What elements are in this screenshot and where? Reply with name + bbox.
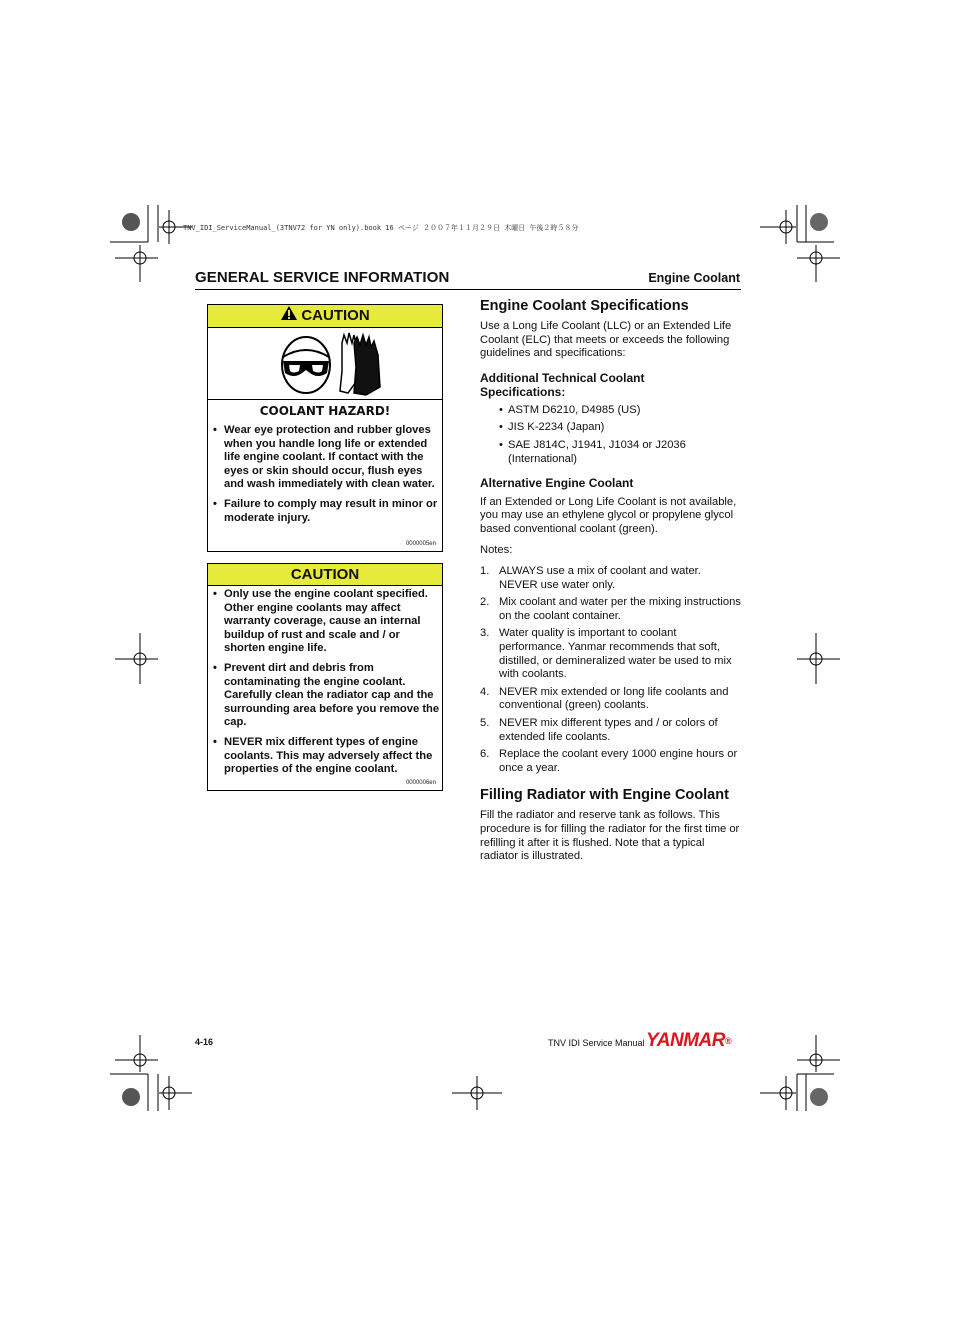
caution-header	[208, 305, 442, 328]
warning-triangle-icon	[280, 305, 298, 327]
caution-label: CAUTION	[290, 566, 360, 583]
additional-specs-title: Additional Technical Coolant Specifications:	[480, 370, 645, 400]
manual-title: TNV IDI Service Manual	[548, 1038, 645, 1048]
notes-label: Notes:	[480, 544, 513, 557]
alt-coolant-text: If an Extended or Long Life Coolant is not available, you may use an ethylene glycol or propylene glycol based conventional coolant (green).	[480, 495, 737, 535]
list-item: • JIS K-2234 (Japan)	[480, 421, 742, 435]
ppe-illustration	[208, 328, 442, 400]
rubber-gloves-icon	[336, 331, 384, 397]
specs-intro: Use a Long Life Coolant (LLC) or an Extended Life Coolant (ELC) that meets or exceeds the following guidelines and specifications:	[480, 320, 732, 360]
bullet-item: • Prevent dirt and debris from contaminating the engine coolant. Carefully clean the radiator cap and the surrounding area before you remove the cap.	[208, 662, 442, 730]
bullet-item: • Failure to comply may result in minor or moderate injury.	[208, 498, 442, 525]
caution2-code: 0000006en	[405, 780, 436, 786]
list-item: • SAE J814C, J1941, J1034 or J2036 (International)	[480, 439, 742, 466]
caution1-code: 0000005en	[405, 541, 436, 547]
hazard-title: COOLANT HAZARD!	[259, 404, 391, 418]
list-item: 1. ALWAYS use a mix of coolant and water. NEVER use water only.	[480, 565, 701, 591]
bullet-item: • Only use the engine coolant specified. Other engine coolants may affect warranty coverage, cause an internal buildup of rust and scale and / or shorten engine life.	[208, 588, 442, 656]
bullet-item: • Wear eye protection and rubber gloves when you handle long life or extended life engine coolant. If contact with the eyes or skin should occur, flush eyes and wash immediately with clean water.	[208, 424, 442, 492]
header-rule	[195, 289, 741, 290]
list-item: 2. Mix coolant and water per the mixing instructions on the coolant container.	[480, 596, 741, 622]
goggles-icon	[280, 335, 332, 395]
page-number: 4-16	[195, 1037, 214, 1047]
caution-label: CAUTION	[301, 307, 370, 324]
filling-title: Filling Radiator with Engine Coolant	[480, 787, 729, 804]
print-info-line: TNV_IDI_ServiceManual_(3TNV72 for YN only).book 16 ページ ２００７年１１月２９日 木曜日 午後２時５８分	[183, 224, 579, 232]
list-item: 3. Water quality is important to coolant performance. Yanmar recommends that soft, distilled, or demineralized water be used to mix with coolants.	[480, 627, 732, 681]
caution-box-coolant-hazard	[207, 304, 443, 552]
list-item: 5. NEVER mix different types and / or colors of extended life coolants.	[480, 716, 718, 743]
bullet-item: • NEVER mix different types of engine coolants. This may adversely affect the properties of the engine coolant.	[208, 736, 442, 777]
list-item: 6. Replace the coolant every 1000 engine hours or once a year.	[480, 748, 738, 774]
list-item: 4. NEVER mix extended or long life coolants and conventional (green) coolants.	[480, 685, 729, 712]
specs-title: Engine Coolant Specifications	[480, 298, 689, 314]
section-title: GENERAL SERVICE INFORMATION	[195, 269, 450, 286]
alt-coolant-title: Alternative Engine Coolant	[480, 476, 634, 491]
caution-box-coolant-use	[207, 563, 443, 791]
list-item: • ASTM D6210, D4985 (US)	[480, 404, 742, 418]
additional-specs-list	[480, 404, 742, 466]
caution1-bullets	[208, 424, 442, 525]
caution2-bullets	[208, 588, 442, 777]
caution-header	[208, 564, 442, 586]
right-column	[480, 298, 742, 864]
filling-text: Fill the radiator and reserve tank as follows. This procedure is for filling the radiator for the first time or refilling it after it is flushed. Note that a typical radiator is illustrated.	[480, 809, 740, 863]
yanmar-logo: YANMAR®	[646, 1030, 732, 1051]
notes-list	[480, 565, 742, 775]
topic-title: Engine Coolant	[648, 271, 740, 285]
